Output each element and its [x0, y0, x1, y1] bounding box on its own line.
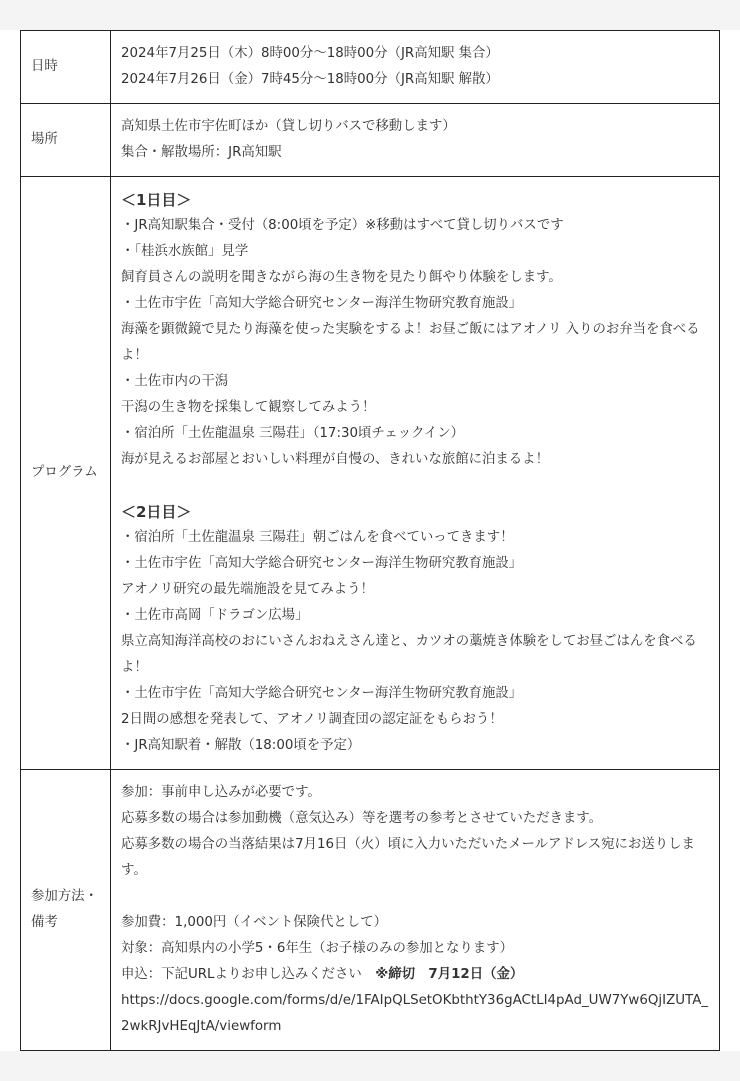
place-line-1: 高知県土佐市宇佐町ほか（貸し切りバスで移動します）: [121, 119, 456, 134]
day1-line: 飼育員さんの説明を聞きながら海の生き物を見たり餌やり体験をします。: [121, 270, 562, 285]
content-participation: [111, 770, 720, 1051]
row-place: [21, 104, 720, 177]
day2-line: ・土佐市宇佐「高知大学総合研究センター海洋生物研究教育施設」: [121, 556, 523, 571]
participation-line: 応募多数の場合の当落結果は7月16日（火）頃に入力いただいたメールアドレス宛にお送りします。: [121, 837, 695, 878]
day2-line: ・土佐市宇佐「高知大学総合研究センター海洋生物研究教育施設」: [121, 686, 523, 701]
day1-line: ・土佐市宇佐「高知大学総合研究センター海洋生物研究教育施設」: [121, 296, 523, 311]
day1-line: 干潟の生き物を採集して観察してみよう！: [121, 400, 376, 415]
content-program: [111, 177, 720, 770]
row-datetime: [21, 31, 720, 104]
label-place: 場所: [21, 104, 111, 177]
datetime-line-1: 2024年7月25日（木）8時00分〜18時00分（JR高知駅 集合）: [121, 46, 499, 61]
day2-line: 県立高知海洋高校のおにいさんおねえさん達と、カツオの藁焼き体験をしてお昼ごはんを食べるよ！: [121, 634, 697, 675]
day2-line: ・宿泊所「土佐龍温泉 三陽荘」朝ごはんを食べていってきます！: [121, 530, 514, 545]
event-info-table: [20, 30, 720, 1051]
day1-line: ・「桂浜水族館」見学: [121, 244, 249, 259]
datetime-line-2: 2024年7月26日（金）7時45分〜18時00分（JR高知駅 解散）: [121, 72, 499, 87]
day1-line: ・土佐市内の干潟: [121, 374, 229, 389]
label-datetime: 日時: [21, 31, 111, 104]
day1-heading: ＜1日目＞: [121, 191, 192, 209]
label-program: プログラム: [21, 177, 111, 770]
day1-line: ・宿泊所「土佐龍温泉 三陽荘」（17:30頃チェックイン）: [121, 426, 465, 441]
deadline-text: ※締切 7月12日（金）: [375, 967, 524, 982]
section-gap: [121, 473, 711, 499]
day2-heading: ＜2日目＞: [121, 503, 192, 521]
label-participation: 参加方法・備考: [21, 770, 111, 1051]
content-place: [111, 104, 720, 177]
day1-line: 海が見えるお部屋とおいしい料理が自慢の、きれいな旅館に泊まるよ！: [121, 452, 549, 467]
day2-line: ・JR高知駅着・解散（18:00頃を予定）: [121, 738, 361, 753]
day2-line: 2日間の感想を発表して、アオノリ調査団の認定証をもらおう！: [121, 712, 503, 727]
fee-line: 参加費：1,000円（イベント保険代として）: [121, 915, 387, 930]
place-line-2: 集合・解散場所：JR高知駅: [121, 145, 282, 160]
day2-line: アオノリ研究の最先端施設を見てみよう！: [121, 582, 374, 597]
apply-line: [121, 962, 711, 988]
participation-line: 参加：事前申し込みが必要です。: [121, 785, 321, 800]
target-line: 対象：高知県内の小学5・6年生（お子様のみの参加となります）: [121, 941, 513, 956]
apply-text: 申込：下記URLよりお申し込みください: [121, 967, 376, 982]
day1-line: ・JR高知駅集合・受付（8:00頃を予定）※移動はすべて貸し切りバスです: [121, 218, 564, 233]
application-url-link[interactable]: https://docs.google.com/forms/d/e/1FAIpQLSetOKbthtY36gACtLI4pAd_UW7Yw6QjIZUTA_2wkRJvHEqJtA/viewform: [121, 993, 709, 1034]
event-info-sheet: [0, 30, 740, 1051]
day2-line: ・土佐市高岡「ドラゴン広場」: [121, 608, 309, 623]
day1-line: 海藻を顕微鏡で見たり海藻を使った実験をするよ！お昼ご飯にはアオノリ 入りのお弁当を食べるよ！: [121, 322, 700, 363]
row-participation: [21, 770, 720, 1051]
section-gap: [121, 884, 711, 910]
participation-line: 応募多数の場合は参加動機（意気込み）等を選考の参考とさせていただきます。: [121, 811, 602, 826]
content-datetime: [111, 31, 720, 104]
row-program: [21, 177, 720, 770]
